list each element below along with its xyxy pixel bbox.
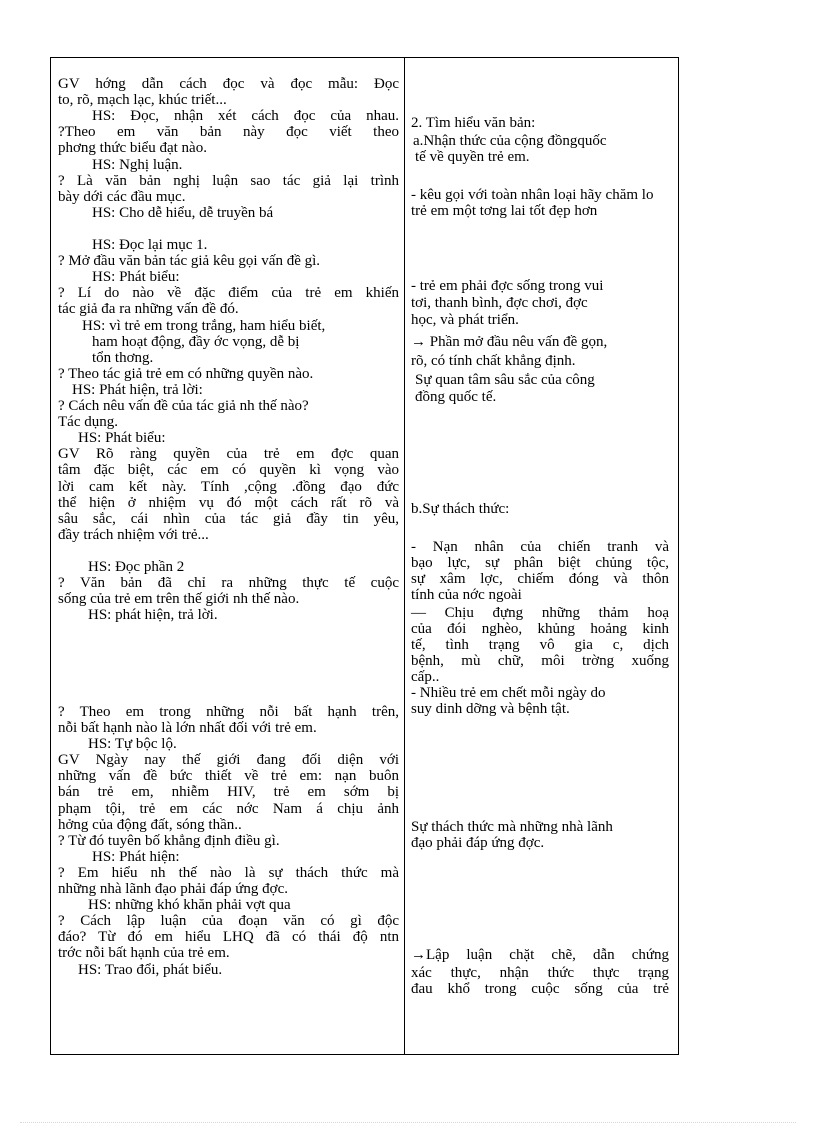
left-text-line: ?Theo em văn bản này đọc viết theo [58,124,399,141]
left-text-line: ? Theo em trong những nỗi bất hạnh trên, [58,703,399,720]
left-text-line: đáo? Từ đó em hiểu LHQ đã có thái độ ntn [58,929,399,946]
left-text-line: tác giả đa ra những vấn đề đó. [58,301,239,318]
left-text-line: bán trẻ em, nhiễm HIV, trẻ em sớm bị [58,784,399,801]
left-text-line: HS: phát hiện, trả lời. [88,607,218,624]
right-text-line: Sự thách thức mà những nhà lãnh [411,819,613,835]
left-text-line: sống của trẻ em trên thế giới nh thế nào. [58,591,300,608]
left-text-line: những vấn đề bức thiết về trẻ em: nạn buôn [58,768,399,785]
left-text-line: lời cam kết này. Tính ,cộng .đồng đạo đức [58,478,399,495]
left-text-line: nỗi bất hạnh nào là lớn nhất đối với trẻ em. [58,720,317,736]
left-text-line: ham hoạt động, đầy ớc vọng, dễ bị [92,333,300,350]
left-text-line: tâm đặc biệt, các em có quyền kì vọng vào [58,462,399,479]
left-text-line: ? Cách lập luận của đoạn văn có gì độc [58,913,399,930]
left-text-line: hởng của động đất, sóng thần.. [58,816,242,833]
right-text-line: - trẻ em phải đợc sống trong vui [411,278,604,294]
right-text-line: đạo phải đáp ứng đợc. [411,835,545,851]
left-text-line: ? Văn bản đã chỉ ra những thực tế cuộc [58,575,399,592]
right-text-line: - Nhiều trẻ em chết mỗi ngày do [411,685,606,701]
right-text-line: tế về quyền trẻ em. [415,149,530,165]
left-text-line: ? Là văn bản nghị luận sao tác giả lại trình [58,172,399,189]
left-text-line: tổn thơng. [92,349,154,366]
right-text-line: → Phần mở đầu nêu vấn đề gọn, [411,334,608,350]
left-text-line: trớc nỗi bất hạnh của trẻ em. [58,945,230,962]
left-text-line: GV hớng dẫn cách đọc và đọc mẫu: Đọc [58,76,399,92]
left-text-line: HS: Trao đổi, phát biểu. [78,961,223,978]
left-text-line: bày dới các đầu mục. [58,188,186,205]
left-text-line: GV Ngày nay thế giới đang đối diện với [58,752,399,769]
right-text-line: bạo lực, sự phân biệt chủng tộc, [411,555,669,571]
left-text-line: HS: Phát biểu: [78,430,166,447]
right-text-line: 2. Tìm hiểu văn bản: [411,115,536,131]
lesson-content-column [405,58,678,1054]
lesson-table [50,57,679,1055]
right-text-line: đau khổ trong cuộc sống của trẻ [411,981,669,997]
left-text-line: phạm tội, trẻ em các nớc Nam á chịu ảnh [58,800,399,817]
right-text-line: tế, tình trạng vô gia c, dịch [411,637,669,653]
left-text-line: HS: vì trẻ em trong trắng, ham hiểu biết, [82,317,326,334]
right-text-line: bệnh, mù chữ, môi trờng xuống [411,653,669,669]
left-text-line: phơng thức biểu đạt nào. [58,140,207,157]
left-text-line: HS: những khó khăn phải vợt qua [88,897,291,914]
right-text-line: - Nạn nhân của chiến tranh và [411,539,669,555]
right-text-line: của đói nghèo, khủng hoảng kinh [411,621,669,637]
left-text-line: Tác dụng. [58,414,118,431]
right-text-line: b.Sự thách thức: [411,501,510,517]
left-text-line: HS: Cho dễ hiểu, dễ truyền bá [92,204,274,221]
left-text-line: ? Từ đó tuyên bố khẳng định điều gì. [58,832,280,849]
left-text-line: ? Em hiểu nh thế nào là sự thách thức mà [58,864,399,881]
right-text-line: sự xâm lợc, chiếm đóng và thôn [411,571,669,587]
right-text-line: suy dinh dỡng và bệnh tật. [411,701,570,717]
left-text-line: HS: Phát hiện, trả lời: [72,381,203,398]
left-text-line: HS: Nghị luận. [92,156,183,173]
left-text-line: ? Theo tác giả trẻ em có những quyền nào. [58,365,314,382]
left-text-line: HS: Đọc, nhận xét cách đọc của nhau. [92,108,399,125]
left-text-line: đầy trách nhiệm với trẻ... [58,526,209,543]
left-text-line: ? Mở đầu văn bản tác giả kêu gọi vấn đề gì. [58,253,321,270]
left-text-line: HS: Phát hiện: [92,848,180,865]
left-text-line: HS: Đọc phần 2 [88,559,185,575]
right-text-line: — Chịu đựng những thảm hoạ [411,605,669,621]
left-text-line: GV Rõ ràng quyền của trẻ em đợc quan [58,446,399,463]
right-text-line: - kêu gọi với toàn nhân loại hãy chăm lo [411,187,654,203]
right-text-line: đồng quốc tế. [415,389,497,405]
right-text-line: rõ, có tính chất khẳng định. [411,353,576,369]
right-text-line: Sự quan tâm sâu sắc của công [415,372,595,388]
right-text-line: a.Nhận thức của cộng đồngquốc [413,133,607,149]
left-text-line: to, rõ, mạch lạc, khúc triết... [58,92,227,109]
right-text-line: tính của nớc ngoài [411,587,522,603]
right-text-line: trẻ em một tơng lai tốt đẹp hơn [411,203,598,219]
right-text-line: xác thực, nhận thức thực trạng [411,965,669,981]
right-text-line: →Lập luận chặt chẽ, dẫn chứng [411,947,669,963]
teacher-student-activity-column [51,58,404,1054]
left-text-line: ? Lí do nào về đặc điểm của trẻ em khiến [58,285,399,302]
left-text-line: những nhà lãnh đạo phải đáp ứng đợc. [58,881,288,897]
left-text-line: HS: Đọc lại mục 1. [92,237,208,253]
left-text-line: HS: Phát biểu: [92,269,180,286]
left-text-line: sâu sắc, cái nhìn của tác giả đầy tin yêu, [58,510,399,527]
left-text-line: HS: Tự bộc lộ. [88,736,177,753]
left-text-line: thể hiện ở nhiệm vụ đó một cách rất rõ và [58,494,399,511]
right-text-line: học, và phát triển. [411,312,519,328]
right-text-line: cấp.. [411,669,440,685]
right-text-line: tơi, thanh bình, đợc chơi, đợc [411,295,588,311]
left-text-line: ? Cách nêu vấn đề của tác giả nh thế nào? [58,398,309,414]
